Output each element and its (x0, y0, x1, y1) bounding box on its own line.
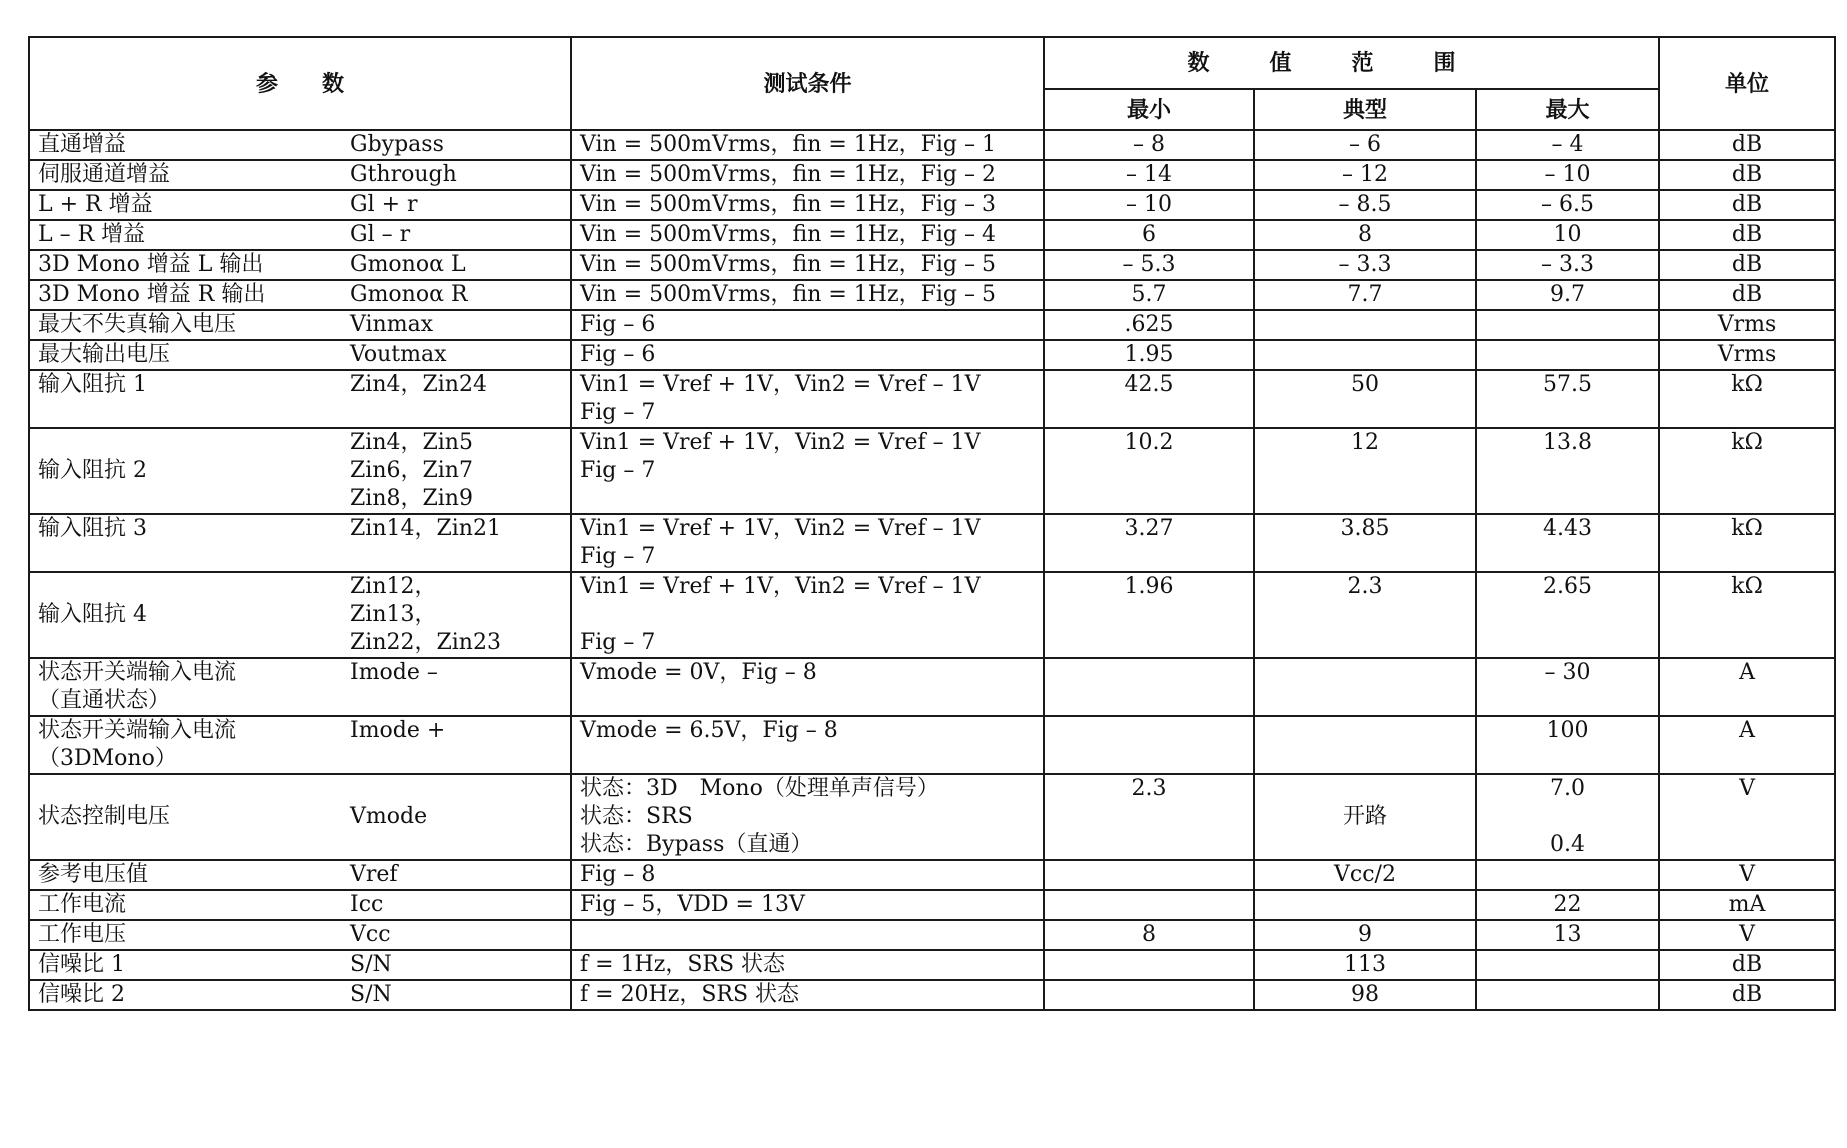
parameter-cell (29, 190, 571, 220)
min-value-cell (1044, 950, 1254, 980)
typ-value-cell: 2.3 (1254, 572, 1476, 658)
table-row (29, 130, 1835, 160)
parameter-symbol: Gbypass (350, 132, 444, 157)
typ-value-cell: – 12 (1254, 160, 1476, 190)
parameter-symbol: Imode + (350, 718, 446, 743)
test-condition-cell: Vin = 500mVrms，fin = 1Hz，Fig – 4 (571, 220, 1044, 250)
unit-cell: Vrms (1659, 310, 1835, 340)
max-value-cell: 57.5 (1476, 370, 1659, 428)
header-min: 最小 (1044, 89, 1254, 130)
test-condition-cell: f = 1Hz，SRS 状态 (571, 950, 1044, 980)
parameter-name: 伺服通道增益 (38, 162, 171, 187)
min-value-cell: 8 (1044, 920, 1254, 950)
max-value-cell: 22 (1476, 890, 1659, 920)
test-condition-cell: Vin = 500mVrms，fin = 1Hz，Fig – 3 (571, 190, 1044, 220)
typ-value-cell: 9 (1254, 920, 1476, 950)
parameter-table (28, 36, 1836, 1011)
parameter-name: 输入阻抗 4 (38, 602, 147, 627)
typ-value-cell: – 8.5 (1254, 190, 1476, 220)
min-value-cell (1044, 860, 1254, 890)
parameter-symbol: Vmode (350, 804, 428, 829)
test-condition-cell: Fig – 6 (571, 340, 1044, 370)
parameter-symbol: Icc (350, 892, 384, 917)
parameter-cell (29, 310, 571, 340)
table-row (29, 716, 1835, 774)
test-condition-cell: Vin1 = Vref + 1V，Vin2 = Vref – 1V Fig – 7 (571, 572, 1044, 658)
max-value-cell (1476, 950, 1659, 980)
parameter-symbol: Vref (350, 862, 398, 887)
header-parameter: 参 数 (29, 37, 571, 130)
parameter-symbol: Gl – r (350, 222, 411, 247)
unit-cell: kΩ (1659, 572, 1835, 658)
test-condition-cell: Vin1 = Vref + 1V，Vin2 = Vref – 1V Fig – 7 (571, 514, 1044, 572)
test-condition-cell: Vin = 500mVrms，fin = 1Hz，Fig – 5 (571, 250, 1044, 280)
typ-value-cell: 开路 (1254, 774, 1476, 860)
header-max: 最大 (1476, 89, 1659, 130)
parameter-name: 直通增益 (38, 132, 127, 157)
max-value-cell: – 10 (1476, 160, 1659, 190)
parameter-symbol: S/N (350, 982, 392, 1007)
parameter-cell (29, 572, 571, 658)
parameter-name: 3D Mono 增益 R 输出 (38, 282, 266, 307)
parameter-symbol: Gmonoα L (350, 252, 466, 277)
table-row (29, 890, 1835, 920)
min-value-cell: 2.3 (1044, 774, 1254, 860)
max-value-cell: – 6.5 (1476, 190, 1659, 220)
table-row (29, 370, 1835, 428)
parameter-symbol: Zin4，Zin24 (350, 372, 487, 397)
max-value-cell: – 4 (1476, 130, 1659, 160)
unit-cell: dB (1659, 220, 1835, 250)
header-test-condition: 测试条件 (571, 37, 1044, 130)
parameter-cell (29, 428, 571, 514)
test-condition-cell: Fig – 5，VDD = 13V (571, 890, 1044, 920)
table-row (29, 220, 1835, 250)
parameter-cell (29, 280, 571, 310)
test-condition-cell: Vin = 500mVrms，fin = 1Hz，Fig – 1 (571, 130, 1044, 160)
parameter-cell (29, 514, 571, 572)
unit-cell: V (1659, 920, 1835, 950)
typ-value-cell: 12 (1254, 428, 1476, 514)
min-value-cell (1044, 980, 1254, 1010)
table-row (29, 514, 1835, 572)
parameter-symbol: Voutmax (350, 342, 447, 367)
parameter-symbol: Gmonoα R (350, 282, 468, 307)
unit-cell: kΩ (1659, 370, 1835, 428)
unit-cell: dB (1659, 950, 1835, 980)
typ-value-cell (1254, 310, 1476, 340)
parameter-cell (29, 370, 571, 428)
test-condition-cell: Fig – 6 (571, 310, 1044, 340)
parameter-cell (29, 950, 571, 980)
table-row (29, 860, 1835, 890)
test-condition-cell: Vmode = 0V，Fig – 8 (571, 658, 1044, 716)
test-condition-cell: Fig – 8 (571, 860, 1044, 890)
typ-value-cell: – 6 (1254, 130, 1476, 160)
max-value-cell: 9.7 (1476, 280, 1659, 310)
min-value-cell: 1.96 (1044, 572, 1254, 658)
parameter-name: 最大不失真输入电压 (38, 312, 237, 337)
unit-cell: dB (1659, 130, 1835, 160)
unit-cell: V (1659, 860, 1835, 890)
parameter-symbol: Gthrough (350, 162, 457, 187)
min-value-cell (1044, 658, 1254, 716)
max-value-cell: 100 (1476, 716, 1659, 774)
min-value-cell: 10.2 (1044, 428, 1254, 514)
min-value-cell: 3.27 (1044, 514, 1254, 572)
min-value-cell: 6 (1044, 220, 1254, 250)
min-value-cell: – 8 (1044, 130, 1254, 160)
parameter-cell (29, 160, 571, 190)
parameter-symbol: Zin12， Zin13， Zin22，Zin23 (350, 574, 501, 655)
parameter-name: 输入阻抗 2 (38, 458, 147, 483)
unit-cell: A (1659, 716, 1835, 774)
test-condition-cell: Vin = 500mVrms，fin = 1Hz，Fig – 5 (571, 280, 1044, 310)
min-value-cell: 42.5 (1044, 370, 1254, 428)
table-row (29, 310, 1835, 340)
parameter-cell (29, 980, 571, 1010)
min-value-cell: .625 (1044, 310, 1254, 340)
parameter-symbol: Zin14，Zin21 (350, 516, 501, 541)
max-value-cell (1476, 340, 1659, 370)
parameter-cell (29, 774, 571, 860)
parameter-name: 信噪比 2 (38, 982, 125, 1007)
table-row (29, 428, 1835, 514)
unit-cell: Vrms (1659, 340, 1835, 370)
unit-cell: kΩ (1659, 428, 1835, 514)
parameter-name: L – R 增益 (38, 222, 146, 247)
min-value-cell: 5.7 (1044, 280, 1254, 310)
parameter-name: 工作电压 (38, 922, 127, 947)
min-value-cell (1044, 890, 1254, 920)
parameter-name: 状态控制电压 (38, 804, 171, 829)
table-row (29, 950, 1835, 980)
parameter-cell (29, 860, 571, 890)
min-value-cell: – 10 (1044, 190, 1254, 220)
typ-value-cell: 98 (1254, 980, 1476, 1010)
table-row (29, 572, 1835, 658)
unit-cell: kΩ (1659, 514, 1835, 572)
max-value-cell: 10 (1476, 220, 1659, 250)
parameter-name: 状态开关端输入电流 （3DMono） (38, 718, 237, 771)
max-value-cell: 7.0 0.4 (1476, 774, 1659, 860)
header-value-range: 数值范围 (1044, 37, 1659, 89)
unit-cell: A (1659, 658, 1835, 716)
table-row (29, 658, 1835, 716)
typ-value-cell (1254, 890, 1476, 920)
table-row (29, 774, 1835, 860)
unit-cell: dB (1659, 160, 1835, 190)
header-typ: 典型 (1254, 89, 1476, 130)
typ-value-cell (1254, 340, 1476, 370)
typ-value-cell: 3.85 (1254, 514, 1476, 572)
parameter-symbol: Imode – (350, 660, 438, 685)
spec-sheet (28, 36, 1834, 1011)
parameter-name: 参考电压值 (38, 862, 149, 887)
parameter-symbol: Vinmax (350, 312, 434, 337)
parameter-symbol: Zin4，Zin5 Zin6，Zin7 Zin8，Zin9 (350, 430, 473, 511)
unit-cell: mA (1659, 890, 1835, 920)
typ-value-cell: 113 (1254, 950, 1476, 980)
parameter-name: 输入阻抗 3 (38, 516, 147, 541)
typ-value-cell: 7.7 (1254, 280, 1476, 310)
unit-cell: dB (1659, 280, 1835, 310)
table-row (29, 190, 1835, 220)
parameter-name: L + R 增益 (38, 192, 153, 217)
min-value-cell (1044, 716, 1254, 774)
unit-cell: dB (1659, 250, 1835, 280)
parameter-cell (29, 250, 571, 280)
table-row (29, 340, 1835, 370)
parameter-name: 最大输出电压 (38, 342, 171, 367)
typ-value-cell (1254, 716, 1476, 774)
min-value-cell: – 5.3 (1044, 250, 1254, 280)
min-value-cell: 1.95 (1044, 340, 1254, 370)
parameter-cell (29, 890, 571, 920)
parameter-cell (29, 220, 571, 250)
test-condition-cell: Vin1 = Vref + 1V，Vin2 = Vref – 1V Fig – 7 (571, 370, 1044, 428)
table-row (29, 160, 1835, 190)
table-row (29, 980, 1835, 1010)
max-value-cell: – 30 (1476, 658, 1659, 716)
table-row (29, 920, 1835, 950)
min-value-cell: – 14 (1044, 160, 1254, 190)
table-row (29, 250, 1835, 280)
parameter-name: 输入阻抗 1 (38, 372, 147, 397)
max-value-cell: 13.8 (1476, 428, 1659, 514)
parameter-cell (29, 716, 571, 774)
test-condition-cell: Vmode = 6.5V，Fig – 8 (571, 716, 1044, 774)
parameter-name: 3D Mono 增益 L 输出 (38, 252, 264, 277)
max-value-cell: 13 (1476, 920, 1659, 950)
parameter-cell (29, 340, 571, 370)
typ-value-cell (1254, 658, 1476, 716)
max-value-cell: 2.65 (1476, 572, 1659, 658)
typ-value-cell: 8 (1254, 220, 1476, 250)
typ-value-cell: Vcc/2 (1254, 860, 1476, 890)
parameter-symbol: S/N (350, 952, 392, 977)
parameter-name: 信噪比 1 (38, 952, 125, 977)
test-condition-cell: Vin1 = Vref + 1V，Vin2 = Vref – 1V Fig – 7 (571, 428, 1044, 514)
max-value-cell (1476, 980, 1659, 1010)
unit-cell: V (1659, 774, 1835, 860)
test-condition-cell: Vin = 500mVrms，fin = 1Hz，Fig – 2 (571, 160, 1044, 190)
parameter-cell (29, 130, 571, 160)
test-condition-cell: f = 20Hz，SRS 状态 (571, 980, 1044, 1010)
typ-value-cell: – 3.3 (1254, 250, 1476, 280)
header-unit: 单位 (1659, 37, 1835, 130)
test-condition-cell: 状态：3D Mono（处理单声信号） 状态：SRS 状态：Bypass（直通） (571, 774, 1044, 860)
typ-value-cell: 50 (1254, 370, 1476, 428)
parameter-name: 工作电流 (38, 892, 127, 917)
unit-cell: dB (1659, 190, 1835, 220)
parameter-symbol: Vcc (350, 922, 391, 947)
max-value-cell (1476, 860, 1659, 890)
parameter-symbol: Gl + r (350, 192, 418, 217)
unit-cell: dB (1659, 980, 1835, 1010)
table-row (29, 280, 1835, 310)
parameter-name: 状态开关端输入电流 （直通状态） (38, 660, 237, 713)
max-value-cell: – 3.3 (1476, 250, 1659, 280)
table-body (29, 130, 1835, 1010)
test-condition-cell (571, 920, 1044, 950)
max-value-cell (1476, 310, 1659, 340)
parameter-cell (29, 920, 571, 950)
parameter-cell (29, 658, 571, 716)
max-value-cell: 4.43 (1476, 514, 1659, 572)
